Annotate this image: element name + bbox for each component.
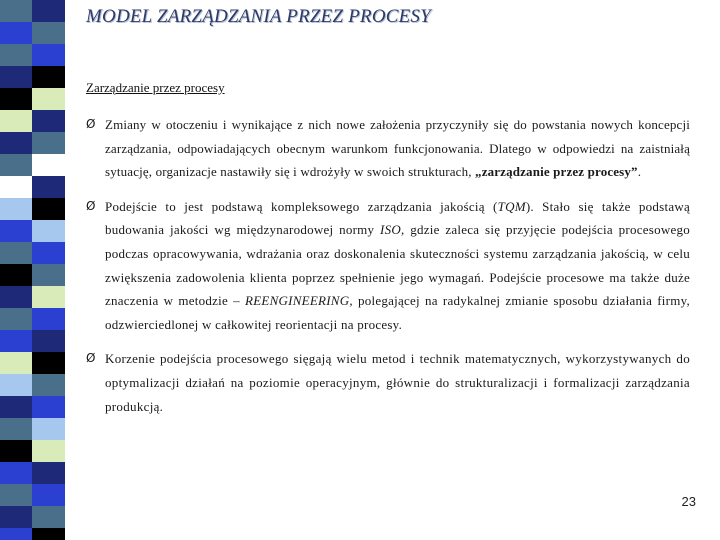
arrow-bullet-icon: Ø (86, 351, 96, 366)
section-heading: Zarządzanie przez procesy (86, 80, 225, 95)
bullet-item-2 (84, 195, 690, 337)
bullet-item-1 (84, 113, 690, 184)
bullet-2-tqm: TQM (497, 198, 526, 214)
bullet-2-text-c: gdzie zaleca się przyjęcie podejścia procesowego podczas opracowywania, wdrażania oraz doskonalenia skuteczności systemu zarządzania jakością, w celu zwiększenia zadowolenia klienta poprzez spełnienie jego wymagań. Podejście procesowe ma także duże znaczenia w metodzie – (105, 222, 690, 309)
decorative-stripe (0, 0, 65, 540)
bullet-1-end: . (637, 164, 642, 180)
bullet-2-text-d: polegającej na radykalnej zmianie sposobu działania firmy, odzwierciedlonej w całkowitej reorientacji na procesy. (105, 293, 690, 332)
bullet-2-text-a: Podejście to jest podstawą kompleksowego zarządzania jakością ( (105, 198, 498, 214)
bullet-1-bold-term: „zarządzanie przez procesy” (475, 164, 638, 180)
bullet-2-iso: ISO, (380, 222, 405, 238)
arrow-bullet-icon: Ø (86, 117, 96, 131)
bullet-1-text: Zmiany w otoczeniu i wynikające z nich nowe założenia przyczyniły się do powstania nowych koncepcji zarządzania, odpowiadających obecnym warunkom funkcjonowania. Dlatego w odpowiedzi na zaistniałą sytuację, organizacje nastawiły się i wdrożyły w swoich strukturach, (105, 117, 690, 180)
bullet-3-text: Korzenie podejścia procesowego sięgają wielu metod i technik matematycznych, wykorzystywanych do optymalizacji działań na poziomie operacyjnym, głównie do strukturalizacji i formalizacji zarządzania produkcją. (105, 351, 690, 414)
slide-title: MODEL ZARZĄDZANIA PRZEZ PROCESY (86, 6, 431, 27)
bullet-item-3 (84, 347, 690, 418)
arrow-bullet-icon: Ø (86, 198, 96, 213)
bullet-2-text-b: ). Stało się także podstawą budowania jakości wg międzynarodowej normy (105, 198, 690, 238)
page-number: 23 (681, 494, 696, 509)
bullet-list (84, 113, 690, 418)
bullet-2-reengineering: REENGINEERING, (245, 293, 353, 309)
